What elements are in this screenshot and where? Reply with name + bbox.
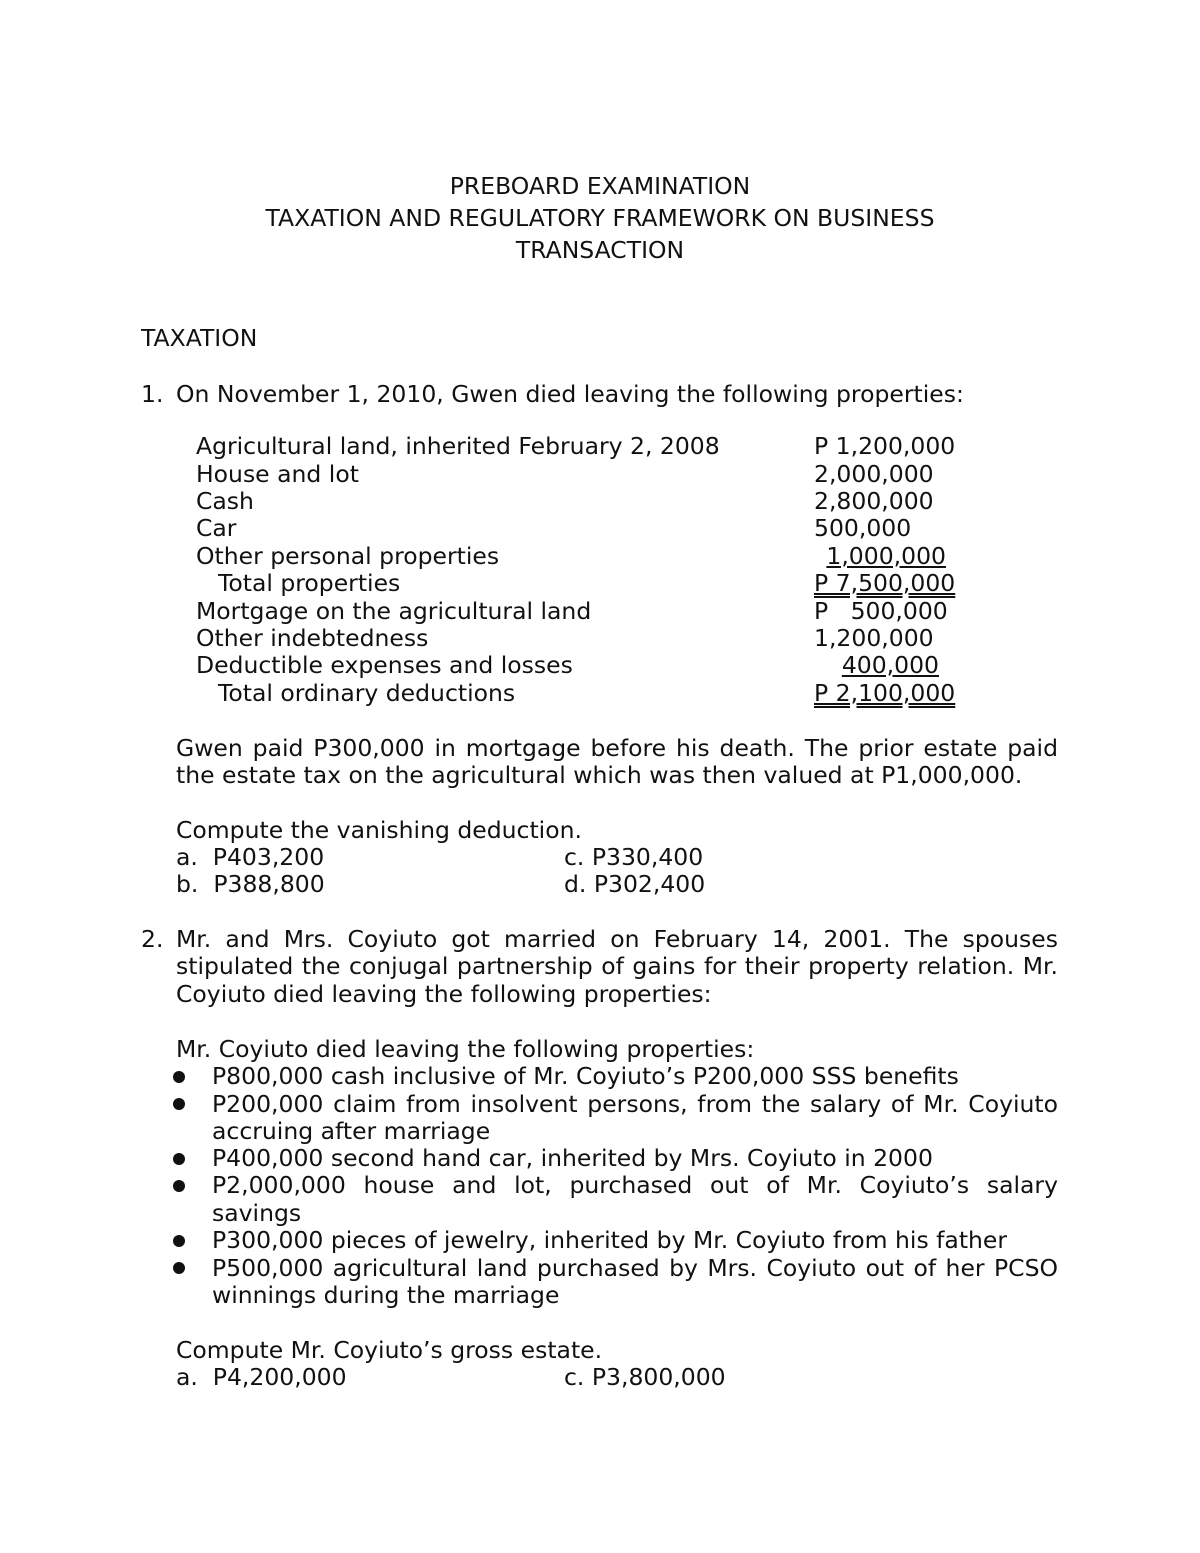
q2-choice-c: c. P3,800,000 xyxy=(564,1363,726,1391)
list-item-continuation: winnings during the marriage xyxy=(212,1281,560,1309)
list-item: P300,000 pieces of jewelry, inherited by Mr. Coyiuto from his father xyxy=(212,1226,1008,1254)
list-item: P800,000 cash inclusive of Mr. Coyiuto’s P200,000 SSS benefits xyxy=(212,1062,959,1090)
bullet-icon xyxy=(173,1153,185,1165)
bullet-icon xyxy=(173,1098,185,1110)
list-item-continuation: savings xyxy=(212,1199,302,1227)
table-row-label: Other personal properties xyxy=(196,542,500,570)
q2-stem-line: Mr. and Mrs. Coyiuto got married on February 14, 2001. The spouses xyxy=(176,925,1058,953)
list-item: P200,000 claim from insolvent persons, from the salary of Mr. Coyiuto xyxy=(212,1090,1058,1118)
list-item-continuation: accruing after marriage xyxy=(212,1117,491,1145)
table-row-value: 1,200,000 xyxy=(814,624,934,652)
q2-stem-line: stipulated the conjugal partnership of gains for their property relation. Mr. xyxy=(176,952,1058,980)
table-row-label: House and lot xyxy=(196,460,359,488)
bullet-icon xyxy=(173,1235,185,1247)
q1-choice-b: b. P388,800 xyxy=(176,870,325,898)
q2-intro: Mr. Coyiuto died leaving the following properties: xyxy=(176,1035,755,1063)
table-row-label: Car xyxy=(196,514,237,542)
q1-note-line: Gwen paid P300,000 in mortgage before his death. The prior estate paid xyxy=(176,734,1058,762)
table-row-value: P 1,200,000 xyxy=(814,432,956,460)
q1-question: Compute the vanishing deduction. xyxy=(176,816,582,844)
table-total-value: P 7,500,000 xyxy=(814,569,956,597)
table-row-label: Mortgage on the agricultural land xyxy=(196,597,592,625)
list-item: P2,000,000 house and lot, purchased out of Mr. Coyiuto’s salary xyxy=(212,1171,1058,1199)
q1-choice-a: a. P403,200 xyxy=(176,843,325,871)
q2-number: 2. xyxy=(141,925,164,953)
table-total-value: P 2,100,000 xyxy=(814,679,956,707)
exam-subject-line2: TRANSACTION xyxy=(515,236,685,264)
table-row-value: 2,800,000 xyxy=(814,487,934,515)
q1-number: 1. xyxy=(141,380,164,408)
q1-note-line: the estate tax on the agricultural which was then valued at P1,000,000. xyxy=(176,761,1023,789)
exam-title: PREBOARD EXAMINATION xyxy=(449,172,751,200)
bullet-icon xyxy=(173,1262,185,1274)
table-row-label: Deductible expenses and losses xyxy=(196,651,573,679)
table-row-label: Other indebtedness xyxy=(196,624,429,652)
table-total-label: Total ordinary deductions xyxy=(218,679,516,707)
q2-stem-line: Coyiuto died leaving the following properties: xyxy=(176,980,712,1008)
section-title: TAXATION xyxy=(141,324,258,352)
table-row-value: 1,000,000 xyxy=(826,542,946,570)
list-item: P500,000 agricultural land purchased by Mrs. Coyiuto out of her PCSO xyxy=(212,1254,1058,1282)
table-row-value: 2,000,000 xyxy=(814,460,934,488)
bullet-icon xyxy=(173,1071,185,1083)
table-total-label: Total properties xyxy=(218,569,401,597)
q1-choice-d: d. P302,400 xyxy=(564,870,706,898)
table-row-value: 500,000 xyxy=(814,514,912,542)
q2-question: Compute Mr. Coyiuto’s gross estate. xyxy=(176,1336,603,1364)
table-row-value: P 500,000 xyxy=(814,597,948,625)
table-row-label: Agricultural land, inherited February 2, 2008 xyxy=(196,432,720,460)
bullet-icon xyxy=(173,1180,185,1192)
q1-stem: On November 1, 2010, Gwen died leaving the following properties: xyxy=(176,380,964,408)
table-row-label: Cash xyxy=(196,487,254,515)
q2-choice-a: a. P4,200,000 xyxy=(176,1363,347,1391)
q1-choice-c: c. P330,400 xyxy=(564,843,704,871)
list-item: P400,000 second hand car, inherited by Mrs. Coyiuto in 2000 xyxy=(212,1144,933,1172)
exam-subject-line1: TAXATION AND REGULATORY FRAMEWORK ON BUSINESS xyxy=(265,204,935,232)
table-row-value: 400,000 xyxy=(841,651,939,679)
